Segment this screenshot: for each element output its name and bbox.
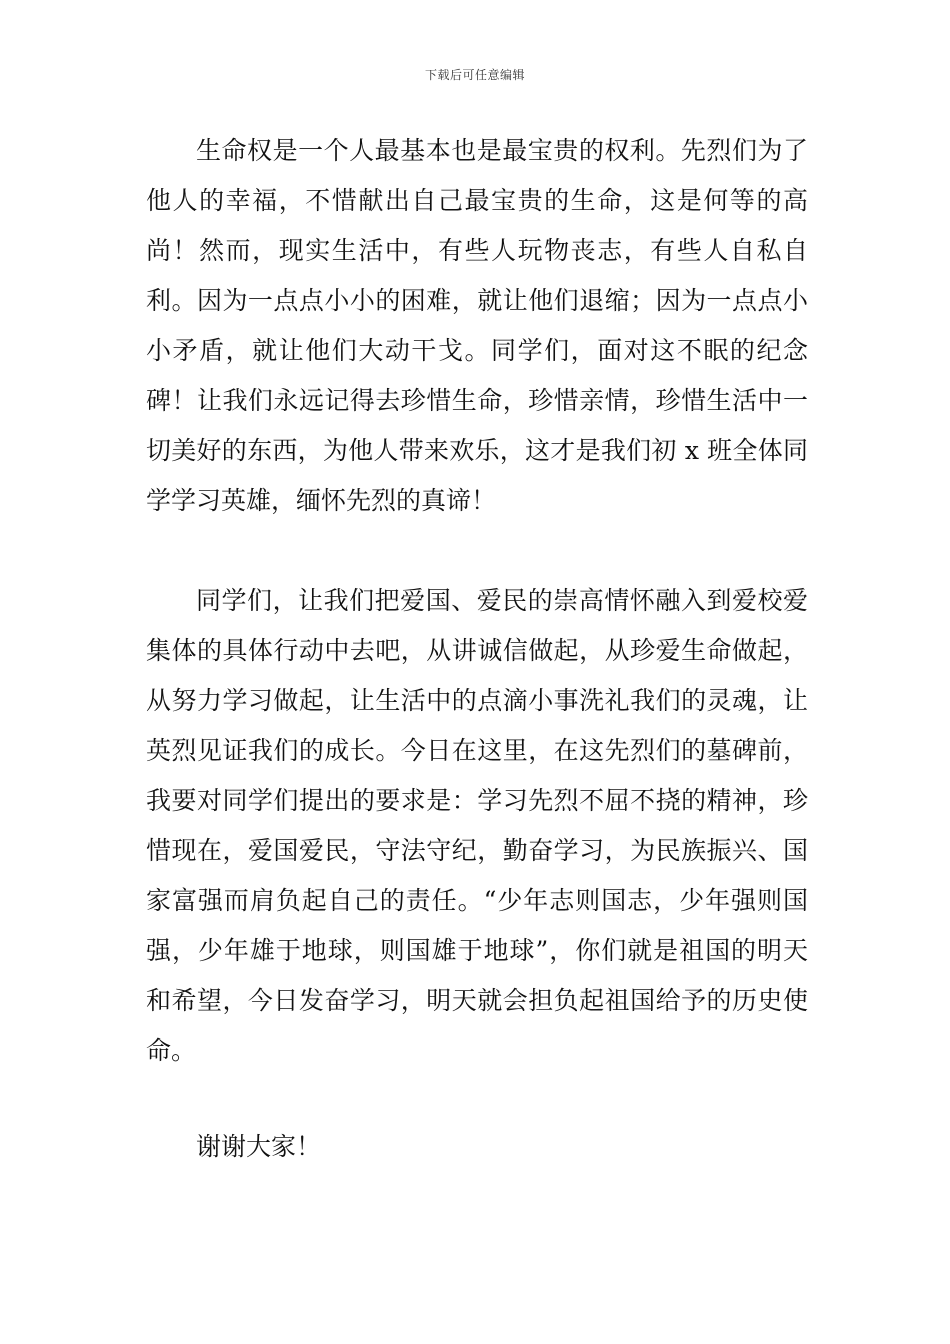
paragraph-1: 生命权是一个人最基本也是最宝贵的权利。先烈们为了他人的幸福，不惜献出自己最宝贵的生命，这是何等的高尚！然而，现实生活中，有些人玩物丧志，有些人自私自利。因为一点点小小的困难，就让他们退缩；因为一点点小小矛盾，就让他们大动干戈。同学们，面对这不眠的纪念碑！让我们永远记得去珍惜生命，珍惜亲情，珍惜生活中一切美好的东西，为他人带来欢乐，这才是我们初 x 班全体同学学习英雄，缅怀先烈的真谛！ (146, 136, 808, 515)
closing-line: 谢谢大家！ (196, 1132, 322, 1161)
header-note: 下载后可任意编辑 (424, 68, 525, 82)
paragraph-2: 同学们，让我们把爱国、爱民的崇高情怀融入到爱校爱集体的具体行动中去吧，从讲诚信做起，从珍爱生命做起，从努力学习做起，让生活中的点滴小事洗礼我们的灵魂，让英烈见证我们的成长。今日在这里，在这先烈们的墓碑前，我要对同学们提出的要求是：学习先烈不屈不挠的精神，珍惜现在，爱国爱民，守法守纪，勤奋学习，为民族振兴、国家富强而肩负起自己的责任。“少年志则国志，少年强则国强，少年雄于地球，则国雄于地球”，你们就是祖国的明天和希望，今日发奋学习，明天就会担负起祖国给予的历史使命。 (146, 586, 808, 1065)
